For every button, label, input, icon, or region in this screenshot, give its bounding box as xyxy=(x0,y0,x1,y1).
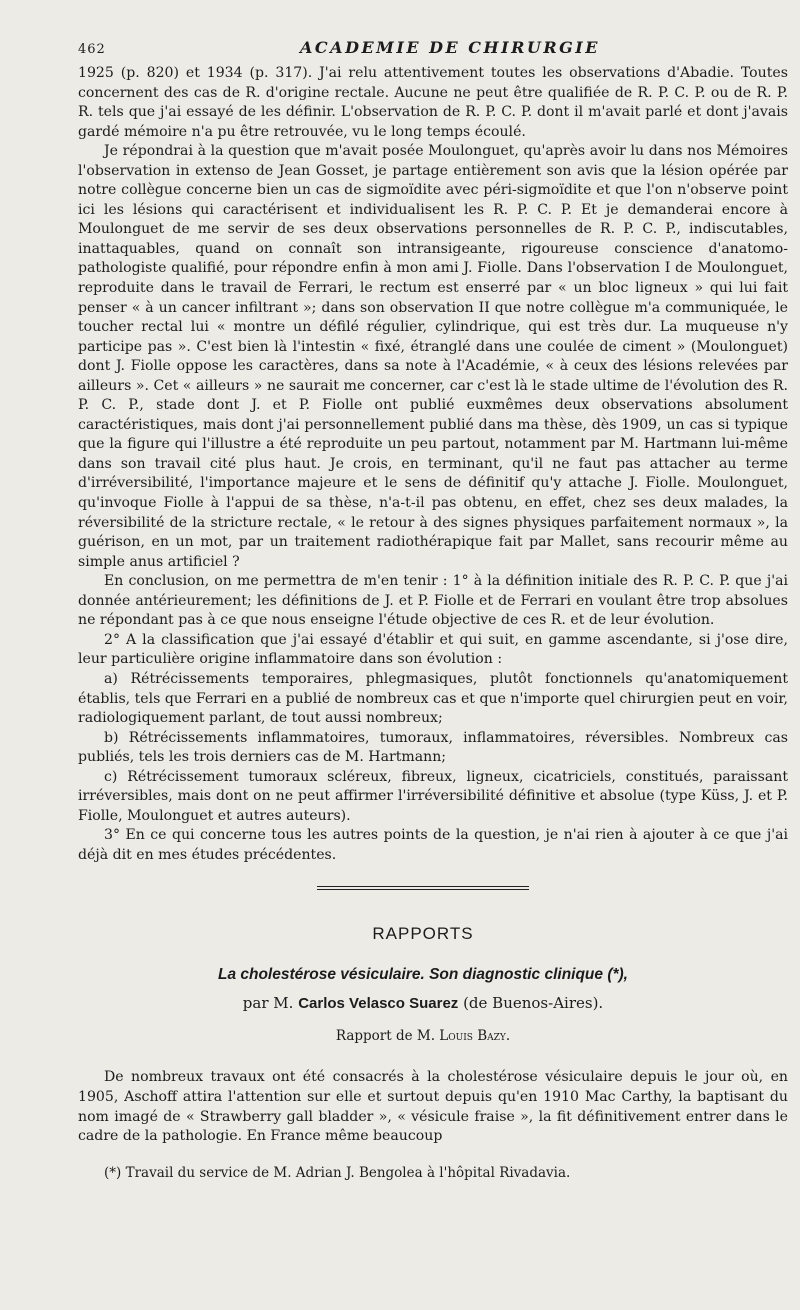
author-name: Carlos Velasco Suarez xyxy=(298,995,459,1013)
footnote: (*) Travail du service de M. Adrian J. Bengolea à l'hôpital Rivadavia. xyxy=(104,1164,571,1181)
page-number: 462 xyxy=(78,42,106,57)
author-suffix: (de Buenos-Aires). xyxy=(463,994,604,1013)
list-item: c) Rétrécissement tumoraux scléreux, fibreux, ligneux, cicatriciels, constitués, paraissant irréversibles, mais dont on ne peut affirmer l'irréversibilité définitive et absolue (type Küss, J. et P. Fiolle, Moulonguet et autres auteurs). xyxy=(78,768,788,824)
author-prefix: par M. xyxy=(242,994,294,1013)
report-author xyxy=(68,994,778,1012)
running-title: ACADEMIE DE CHIRURGIE xyxy=(300,38,600,57)
paragraph: 2° A la classification que j'ai essayé d'établir et qui suit, en gamme ascendante, si j'ose dire, leur particulière origine inflammatoire dans son évolution : xyxy=(78,631,788,668)
paragraph: 1925 (p. 820) et 1934 (p. 317). J'ai relu attentivement toutes les observations d'Abadie. Toutes concernent des cas de R. d'origine rectale. Aucune ne peut être qualifiée de R. P. C. P. ou de R. P. R. tels que j'ai essayé de les définir. L'observation de R. P. C. P. dont il m'avait parlé et dont j'avais gardé mémoire n'a pu être retrouvée, vu le long temps écoulé. xyxy=(78,65,788,140)
report-title: La cholestérose vésiculaire. Son diagnostic clinique (*), xyxy=(217,966,628,984)
section-title: RAPPORTS xyxy=(372,924,474,944)
main-text xyxy=(78,64,788,865)
section-divider xyxy=(317,886,529,890)
rapporteur-line xyxy=(68,1028,778,1044)
paragraph: Je répondrai à la question que m'avait posée Moulonguet, qu'après avoir lu dans nos Mémoires l'observation in extenso de Jean Gosset, je partage entièrement son avis que la lésion opérée par notre collègue concerne bien un cas de sigmoïdite avec péri-sigmoïdite et que l'on n'observe point ici les lésions qui caractérisent et individualisent les R. P. C. P. Et je demanderai encore à Moulonguet de me servir de ses deux observations personnelles de R. P. C. P., indiscutables, inattaquables, quand on connaît son intransigeante, rigoureuse conscience d'anatomo-pathologiste qualifié, pour répondre enfin à mon ami J. Fiolle. Dans l'observation I de Moulonguet, reproduite dans le travail de Ferrari, le rectum est enserré par « un bloc ligneux » qui lui fait penser « à un cancer infiltrant »; dans son observation II que notre collègue m'a communiquée, le toucher rectal lui « montre un défilé régulier, cylindrique, qui est très dur. La muqueuse n'y participe pas ». C'est bien là l'intestin « fixé, étranglé dans une coulée de ciment » (Moulonguet) dont J. Fiolle oppose les caractères, dans sa note à l'Académie, « à ceux des lésions relevées par ailleurs ». Cet « ailleurs » ne saurait me concerner, car c'est là le stade ultime de l'évolution des R. P. C. P., stade dont J. et P. Fiolle ont publié euxmêmes deux observations absolument caractéristiques, mais dont j'ai personnellement publié dans ma thèse, dès 1909, un cas si typique que la figure qui l'illustre a été reproduite un peu partout, notamment par M. Hartmann lui-même dans son travail cité plus haut. Je crois, en terminant, qu'il ne faut pas attacher au terme d'irréversibilité, l'importance majeure et le sens de définitif qu'y attache J. Fiolle. Moulonguet, qu'invoque Fiolle à l'appui de sa thèse, n'a-t-il pas obtenu, en effet, chez ses deux malades, la réversibilité de la stricture rectale, « le retour à des signes physiques parfaitement normaux », la guérison, en un mot, par un traitement radiothérapique fait par Mallet, sans recourir même au simple anus artificiel ? xyxy=(78,143,788,570)
rapporteur-name: Louis Bazy. xyxy=(439,1028,511,1045)
report-intro xyxy=(78,1068,788,1146)
paragraph: En conclusion, on me permettra de m'en tenir : 1° à la définition initiale des R. P. C. P. que j'ai donnée antérieurement; les définitions de J. et P. Fiolle et de Ferrari en voulant être trop absolues ne répondant pas à ce que nous enseigne l'étude objective de ces R. et de leur évolution. xyxy=(78,573,788,629)
rapporteur-prefix: Rapport de M. xyxy=(335,1028,435,1045)
paragraph: De nombreux travaux ont été consacrés à la cholestérose vésiculaire depuis le jour où, en 1905, Aschoff attira l'attention sur elle et surtout depuis qu'en 1910 Mac Carthy, la baptisant du nom imagé de « Strawberry gall bladder », « vésicule fraise », la fit définitivement entrer dans le cadre de la pathologie. En France même beaucoup xyxy=(78,1069,788,1145)
page-header xyxy=(78,36,788,64)
list-item: b) Rétrécissements inflammatoires, tumoraux, inflammatoires, réversibles. Nombreux cas publiés, tels les trois derniers cas de M. Hartmann; xyxy=(78,729,788,766)
paragraph: 3° En ce qui concerne tous les autres points de la question, je n'ai rien à ajouter à ce que j'ai déjà dit en mes études précédentes. xyxy=(78,827,788,863)
list-item: a) Rétrécissements temporaires, phlegmasiques, plutôt fonctionnels qu'anatomiquement établis, tels que Ferrari en a publié de nombreux cas et que n'importe quel chirurgien peut en voir, radiologiquement parlant, de tout aussi nombreux; xyxy=(78,670,788,727)
